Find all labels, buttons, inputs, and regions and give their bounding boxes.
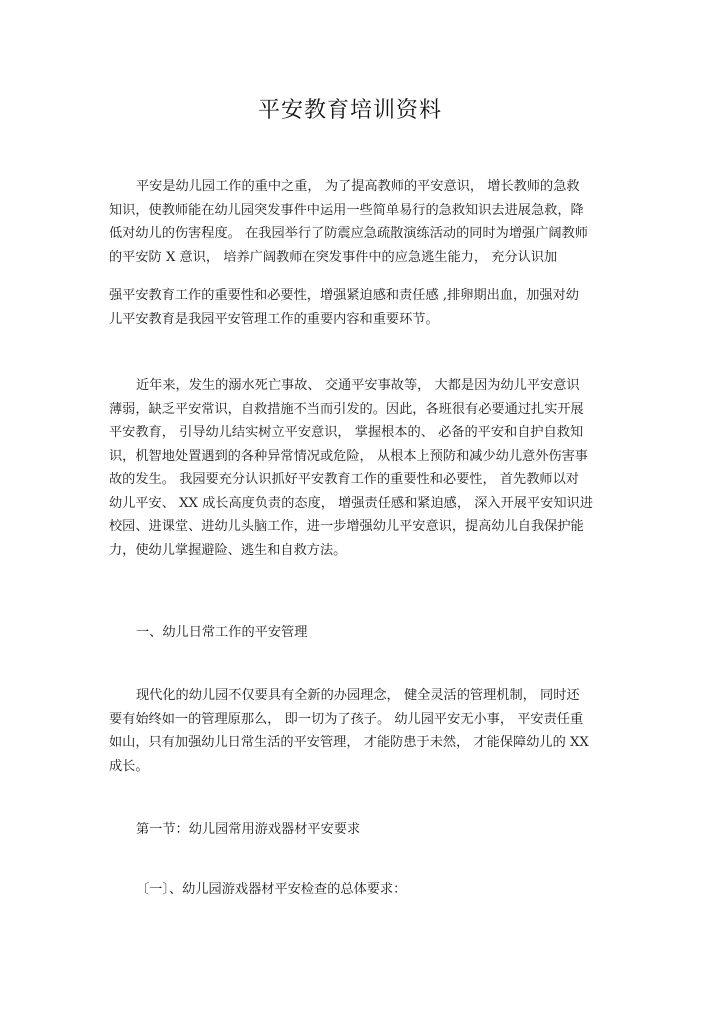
- paragraph-line: 幼儿平安、 XX 成长高度负责的态度， 增强责任感和紧迫感， 深入开展平安知识进: [109, 495, 593, 511]
- paragraph-line: 如山，只有加强幼儿日常生活的平安管理， 才能防患于未然， 才能保障幼儿的 XX: [109, 735, 589, 750]
- paragraph-line: 平安是幼儿园工作的重中之重， 为了提高教师的平安意识， 增长教师的急救: [136, 179, 580, 194]
- paragraph-intro-continued: [109, 284, 611, 331]
- paragraph-line: 近年来，发生的溺水死亡事故、 交通平安事故等， 大都是因为幼儿平安意识: [136, 378, 580, 393]
- document-title: 平安教育培训资料: [257, 98, 442, 123]
- paragraph-background: [109, 374, 611, 562]
- paragraph-line: 故的发生。 我园要充分认识抓好平安教育工作的重要性和必要性， 首先教师以对: [109, 472, 579, 487]
- subsubsection-heading: 〔一〕、幼儿园游戏器材平安检查的总体要求：: [136, 882, 407, 897]
- paragraph-line: 校园、进课堂、进幼儿头脑工作，进一步增强幼儿平安意识，提高幼儿自我保护能: [109, 519, 584, 534]
- paragraph-intro: [109, 175, 611, 269]
- paragraph-line: 成长。: [109, 758, 149, 774]
- paragraph-line: 平安教育， 引导幼儿结实树立平安意识， 掌握根本的、 必备的平安和自护自救知: [109, 425, 584, 440]
- paragraph-line: 要有始终如一的管理原那么， 即一切为了孩子。 幼儿园平安无小事， 平安责任重: [109, 711, 584, 727]
- paragraph-line: 儿平安教育是我园平安管理工作的重要内容和重要环节。: [109, 311, 439, 327]
- paragraph-management: [109, 684, 611, 778]
- paragraph-line: 强平安教育工作的重要性和必要性，增强紧迫感和责任感 ,排卵期出血，加强对幼: [109, 288, 579, 303]
- paragraph-line: 知识，使教师能在幼儿园突发事件中运用一些简单易行的急救知识去进展急救，降: [109, 202, 584, 218]
- paragraph-line: 薄弱，缺乏平安常识，自救措施不当而引发的。因此，各班很有必要通过扎实开展: [109, 401, 584, 417]
- paragraph-line: 低对幼儿的伤害程度。 在我园举行了防震应急疏散演练活动的同时为增强广阔教师: [109, 226, 588, 241]
- paragraph-line: 力，使幼儿掌握避险、逃生和自救方法。: [109, 542, 347, 558]
- section-heading: 一、幼儿日常工作的平安管理: [136, 625, 308, 640]
- subsection-heading: 第一节：幼儿园常用游戏器材平安要求: [136, 822, 361, 837]
- paragraph-line: 识，机智地处置遇到的各种异常情况或危险， 从根本上预防和减少幼儿意外伤害事: [109, 448, 588, 464]
- paragraph-line: 现代化的幼儿园不仅要具有全新的办园理念， 健全灵活的管理机制， 同时还: [136, 688, 580, 703]
- paragraph-line: 的平安防 X 意识， 培养广阔教师在突发事件中的应急逃生能力， 充分认识加: [109, 249, 558, 265]
